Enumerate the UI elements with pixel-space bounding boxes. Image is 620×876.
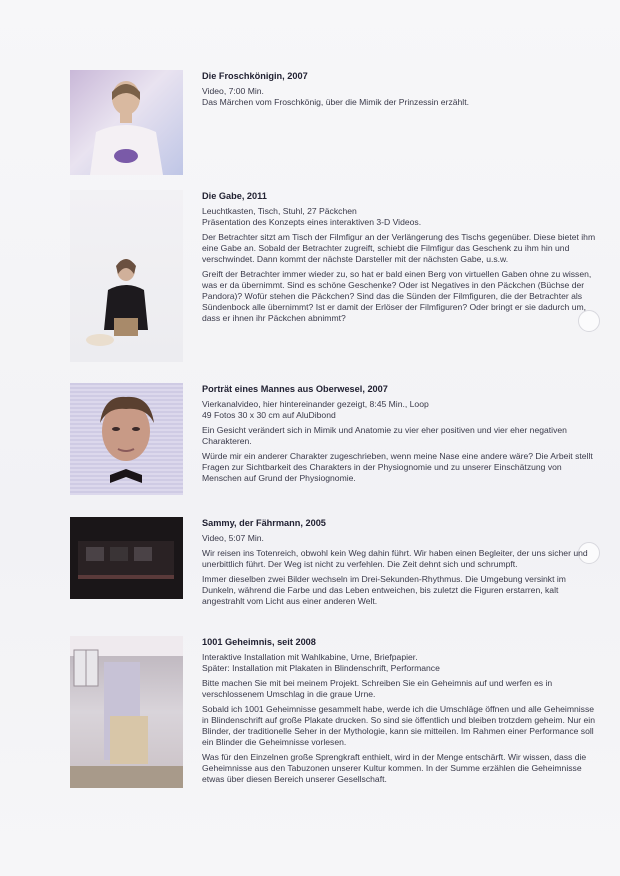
entry-paragraph: Greift der Betrachter immer wieder zu, so hat er bald einen Berg von virtuellen Gaben ohne zu wissen, was er da übernimmt. Sind es schöne Geschenke? Oder ist Negatives in den Päckchen (Büchse der Pandora)? Wofür stehen die Päckchen? Sind das die Sünden der Filmfiguren, die der Betrachter als Sündenbock alle übernimmt? Ist er damit der Erlöser der Filmfiguren? Oder bringt er sie dadurch um, dass er ihnen ihr Päckchen abnimmt? — [202, 269, 592, 323]
entry-title: Die Froschkönigin, 2007 — [202, 71, 308, 81]
thumbnail-1001-geheimnis — [70, 636, 183, 788]
woman-with-gift-image — [70, 190, 183, 362]
entry-paragraph: Wir reisen ins Totenreich, obwohl kein Weg dahin führt. Wir haben einen Begleiter, der uns sicher und unerbittlich führt. Der Weg ist nicht zu verfehlen. Die Zeit dehnt sich und schrumpft. — [202, 548, 588, 569]
dark-ferry-scene-image — [70, 517, 183, 599]
entry-paragraph: Würde mir ein anderer Charakter zugeschrieben, wenn meine Nase eine andere wäre? Die Arbeit stellt Fragen zur Sichtbarkeit des Charakters in der Physiognomie und zu unserer Einschätzung von Menschen auf Grund der Physiognomie. — [202, 451, 593, 483]
installation-booth-image — [70, 636, 183, 788]
entry-medium: Interaktive Installation mit Wahlkabine, Urne, Briefpapier. — [202, 652, 418, 662]
entry-text — [202, 517, 602, 607]
entry-paragraph: Immer dieselben zwei Bilder wechseln im Drei-Sekunden-Rhythmus. Die Umgebung versinkt im Dunkeln, während die Farbe und das Leben entweichen, bis zuletzt die Figuren erstarren, kalt angestrahlt vom Licht aus einer anderen Welt. — [202, 574, 566, 606]
entry-text — [202, 190, 602, 324]
entry-title: Sammy, der Fährmann, 2005 — [202, 518, 326, 528]
entry-subtitle: 49 Fotos 30 x 30 cm auf AluDibond — [202, 410, 336, 420]
entry-title: 1001 Geheimnis, seit 2008 — [202, 637, 316, 647]
entry-paragraph: Sobald ich 1001 Geheimnisse gesammelt habe, werde ich die Umschläge öffnen und alle Geheimnisse in Blindenschrift auf große Plakate drucken. So sind sie öffentlich und bleiben trotzdem geheim. Nur ein Blinder, der traditionelle Seher in der Mythologie, kann sie mitteilen. Im Rahmen einer Performance soll ein Blinder die Geheimnisse vorlesen. — [202, 704, 595, 747]
entry-paragraph: Ein Gesicht verändert sich in Mimik und Anatomie zu vier eher positiven und vier eher negativen Charakteren. — [202, 425, 567, 446]
man-portrait-image — [70, 383, 183, 495]
woman-portrait-image — [70, 70, 183, 175]
thumbnail-portraet — [70, 383, 183, 495]
entry-title: Porträt eines Mannes aus Oberwesel, 2007 — [202, 384, 388, 394]
entry-paragraph: Der Betrachter sitzt am Tisch der Filmfigur an der Verlängerung des Tischs gegenüber. Diese bietet ihm eine Gabe an. Sobald der Betrachter zugreift, schiebt die Filmfigur das Geschenk zu ihm hin und verschwindet. Dann kommt der nächste Darsteller mit der nächsten Gabe, u.s.w. — [202, 232, 596, 264]
entry-medium: Video, 5:07 Min. — [202, 533, 264, 543]
entry-text — [202, 636, 602, 785]
entry-text — [202, 70, 602, 108]
entry-subtitle: Präsentation des Konzepts eines interaktiven 3-D Videos. — [202, 217, 422, 227]
entry-medium: Leuchtkasten, Tisch, Stuhl, 27 Päckchen — [202, 206, 357, 216]
thumbnail-die-gabe — [70, 190, 183, 362]
entry-text — [202, 383, 602, 484]
entry-medium: Vierkanalvideo, hier hintereinander gezeigt, 8:45 Min., Loop — [202, 399, 429, 409]
entry-title: Die Gabe, 2011 — [202, 191, 267, 201]
entry-medium: Video, 7:00 Min. — [202, 86, 264, 96]
entry-description: Das Märchen vom Froschkönig, über die Mimik der Prinzessin erzählt. — [202, 97, 469, 107]
entry-paragraph: Was für den Einzelnen große Sprengkraft enthielt, wird in der Menge entschärft. Wir wissen, dass die Geheimnisse aus den Tabuzonen unserer Kultur kommen. In der Summe erzählen die Geheimnisse etwas über diesen Bereich unserer Gesellschaft. — [202, 752, 587, 784]
entry-subtitle: Später: Installation mit Plakaten in Blindenschrift, Performance — [202, 663, 440, 673]
thumbnail-froschkoenigin — [70, 70, 183, 175]
entry-paragraph: Bitte machen Sie mit bei meinem Projekt. Schreiben Sie ein Geheimnis auf und werfen es in verschlossenem Umschlag in die graue Urne. — [202, 678, 553, 699]
thumbnail-sammy — [70, 517, 183, 599]
